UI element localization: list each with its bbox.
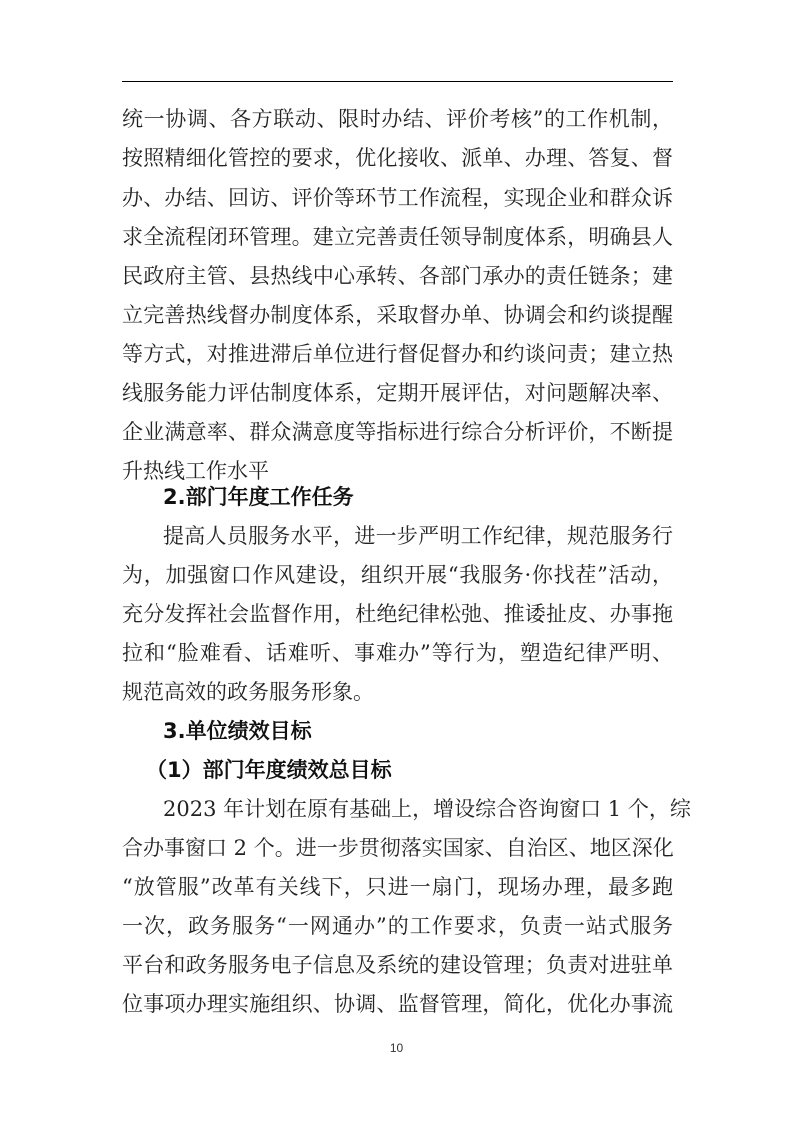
body-line: 办、办结、回访、评价等环节工作流程，实现企业和群众诉 [122, 186, 673, 210]
body-line: 充分发挥社会监督作用，杜绝纪律松弛、推诿扯皮、办事拖 [122, 602, 673, 626]
body-line: 位事项办理实施组织、协调、监督管理，简化，优化办事流 [122, 992, 673, 1016]
section-heading: 2.部门年度工作任务 [163, 485, 354, 509]
body-line: 民政府主管、县热线中心承转、各部门承办的责任链条；建 [122, 264, 673, 288]
subsection-heading: （1）部门年度绩效总目标 [146, 758, 392, 782]
body-line: 升热线工作水平 [122, 459, 269, 483]
body-line: 线服务能力评估制度体系，定期开展评估，对问题解决率、 [122, 381, 673, 405]
body-line: 统一协调、各方联动、限时办结、评价考核”的工作机制， [122, 107, 673, 131]
body-line: 立完善热线督办制度体系，采取督办单、协调会和约谈提醒 [122, 303, 673, 327]
section-heading: 3.单位绩效目标 [163, 719, 312, 743]
body-line: 拉和“脸难看、话难听、事难办”等行为，塑造纪律严明、 [122, 641, 673, 665]
body-line: 按照精细化管控的要求，优化接收、派单、办理、答复、督 [122, 146, 673, 170]
body-line: 规范高效的政务服务形象。 [122, 680, 374, 704]
body-line: 企业满意率、群众满意度等指标进行综合分析评价，不断提 [122, 420, 673, 444]
body-line: 提高人员服务水平，进一步严明工作纪律，规范服务行 [163, 524, 673, 548]
body-line: 为，加强窗口作风建设，组织开展“我服务·你找茬”活动， [122, 563, 673, 587]
body-line: 2023 年计划在原有基础上，增设综合咨询窗口 1 个，综 [163, 797, 691, 821]
body-line: 等方式，对推进滞后单位进行督促督办和约谈问责；建立热 [122, 342, 673, 366]
body-line: 平台和政务服务电子信息及系统的建设管理；负责对进驻单 [122, 953, 673, 977]
body-line: “放管服”改革有关线下，只进一扇门，现场办理，最多跑 [122, 875, 673, 899]
body-line: 一次，政务服务“一网通办”的工作要求，负责一站式服务 [122, 914, 673, 938]
page-number: 10 [389, 1041, 404, 1055]
header-rule [122, 81, 673, 82]
body-line: 合办事窗口 2 个。进一步贯彻落实国家、自治区、地区深化 [122, 836, 674, 860]
body-line: 求全流程闭环管理。建立完善责任领导制度体系，明确县人 [122, 225, 673, 249]
